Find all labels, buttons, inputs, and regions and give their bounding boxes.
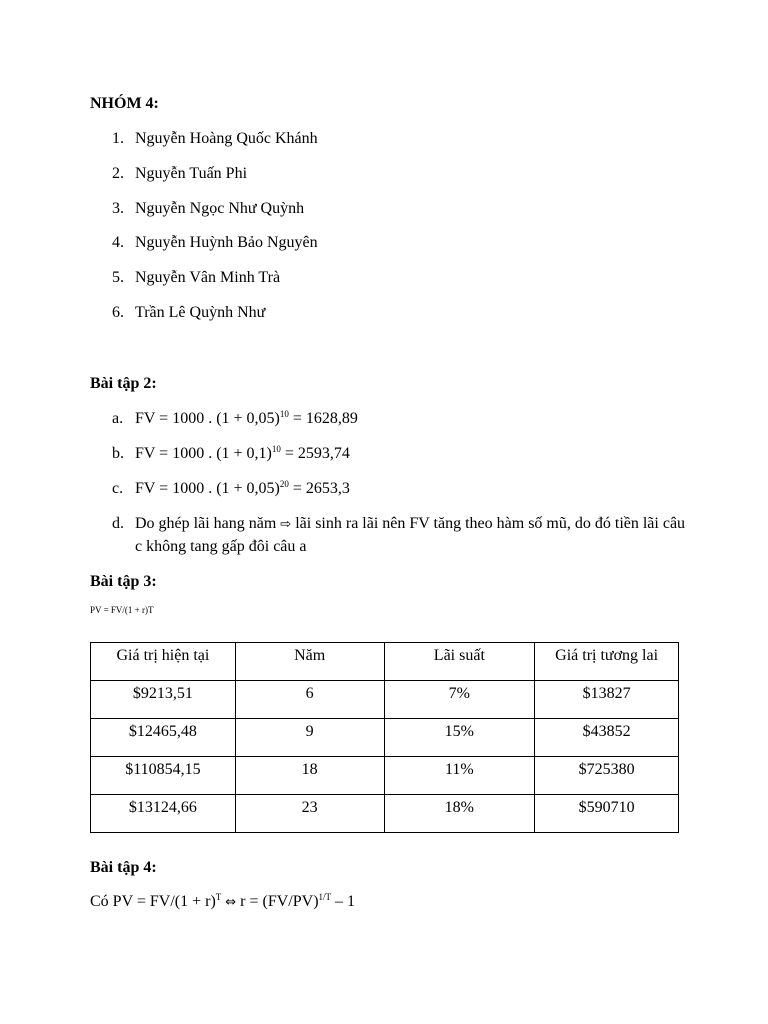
formula-exponent: 10 [279,409,289,419]
table-cell: $43852 [535,719,679,757]
exercise-2-item-b [112,443,692,465]
table-header: Giá trị hiện tại [91,643,236,681]
member-name: Nguyễn Ngọc Như Quỳnh [135,200,305,217]
table-cell: $13124,66 [91,795,236,833]
table-cell: 15% [384,719,535,757]
group-title: NHÓM 4: [90,95,159,112]
member-name: Nguyễn Hoàng Quốc Khánh [135,130,318,147]
list-letter: c. [112,480,124,497]
member-item [112,232,692,254]
formula-exponent: 1/T [318,892,332,902]
exercise-2-item-d [112,513,692,558]
table-cell: $110854,15 [91,757,236,795]
table-cell: $13827 [535,681,679,719]
list-number: 1. [112,130,124,147]
formula-base: FV = 1000 . (1 + 0,05) [135,480,280,497]
exercise-2-item-a [112,408,692,430]
exercise-2-item-c [112,478,692,500]
member-item [112,163,692,185]
list-number: 6. [112,304,124,321]
formula [135,480,350,497]
exercise-2-title: Bài tập 2: [90,375,157,392]
list-letter: a. [112,410,124,427]
exercise-4-formula [90,891,355,914]
table-cell: $725380 [535,757,679,795]
table-row [91,681,679,719]
table-cell: 9 [235,719,384,757]
member-item [112,267,692,289]
table-cell: 18 [235,757,384,795]
formula [135,410,358,427]
formula-part: Có PV = FV/(1 + r) [90,893,216,910]
explanation-text [135,513,692,558]
list-letter: d. [112,515,124,532]
list-number: 4. [112,234,124,251]
table-cell: $9213,51 [91,681,236,719]
table-cell: $590710 [535,795,679,833]
equivalence-arrow-icon: ⇔ [225,895,237,910]
formula-exponent: 20 [279,479,289,489]
table-header: Lãi suất [384,643,535,681]
table-cell: $12465,48 [91,719,236,757]
list-number: 3. [112,200,124,217]
table-cell: 18% [384,795,535,833]
list-number: 2. [112,165,124,182]
table-row [91,795,679,833]
table-cell: 23 [235,795,384,833]
member-name: Nguyễn Huỳnh Bảo Nguyên [135,234,318,251]
table-cell: 6 [235,681,384,719]
member-item [112,128,692,150]
formula-result: = 2593,74 [280,445,350,462]
list-letter: b. [112,445,124,462]
explanation-part: Do ghép lãi hang năm [135,515,281,532]
formula-result: = 1628,89 [288,410,358,427]
table-row [91,719,679,757]
right-arrow-icon: ⇨ [280,517,292,532]
explanation-part: lãi sinh ra lãi nên FV tăng theo hàm số mũ, do đó tiền lãi câu c không tang gấp đôi câu a [135,515,686,555]
formula-base: FV = 1000 . (1 + 0,05) [135,410,280,427]
formula-result: = 2653,3 [288,480,350,497]
formula-part: r = (FV/PV) [236,893,319,910]
table-header: Năm [235,643,384,681]
member-item [112,302,692,324]
formula-exponent: 10 [271,444,281,454]
pv-formula: PV = FV/(1 + r)T [90,605,154,615]
formula-part: – 1 [331,893,356,910]
formula-base: FV = 1000 . (1 + 0,1) [135,445,272,462]
pv-table [90,642,679,833]
table-row [91,757,679,795]
exercise-4-title: Bài tập 4: [90,859,157,876]
member-name: Nguyễn Tuấn Phi [135,165,248,182]
formula [135,445,350,462]
member-name: Nguyễn Vân Minh Trà [135,269,281,286]
table-cell: 7% [384,681,535,719]
table-header-row [91,643,679,681]
formula-exponent: T [215,892,222,902]
member-name: Trần Lê Quỳnh Như [135,304,266,321]
member-item [112,198,692,220]
exercise-3-title: Bài tập 3: [90,573,157,590]
list-number: 5. [112,269,124,286]
table-header: Giá trị tương lai [535,643,679,681]
table-cell: 11% [384,757,535,795]
